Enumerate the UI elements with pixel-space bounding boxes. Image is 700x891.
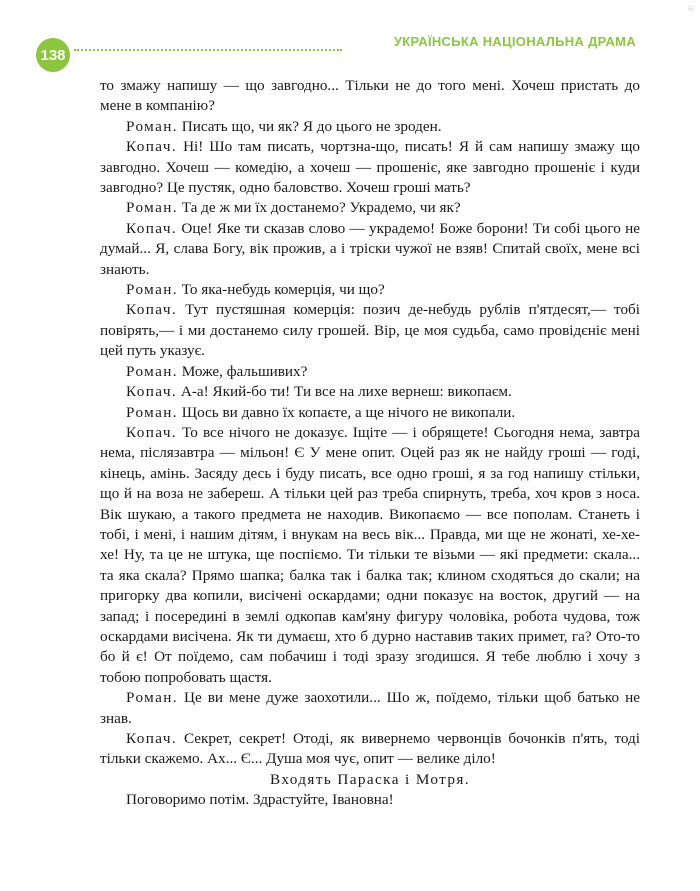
paragraph: Копач. Тут пустяшная комерція: позич де-небудь рублів п'ятдесят,— тобі повірять,— і ми достанемо силу грошей. Вір, це моя судьба, само провідєніє мені цей путь указує. (100, 301, 640, 360)
paragraph: Роман. Це ви мене дуже заохотили... Шо ж, поїдемо, тільки щоб батько не знав. (100, 689, 641, 727)
speaker: Копач. (126, 138, 178, 156)
paragraph: Роман. Та де ж ми їх достанемо? Украдемо, чи як? (126, 199, 461, 217)
stage-direction: Входять Параска і Мотря. (270, 770, 470, 788)
paragraph: Роман. Писать що, чи як? Я до цього не зроден. (126, 117, 442, 135)
paragraph: Копач. Ні! Шо там писать, чортзна-що, писать! Я й сам напишу змажу що завгодно. Хочеш — комедію, а хочеш — прошеніє, яке завгодно прошеніє і куди завгодно? Це пустяк, одно баловство. Хочеш гроші мать? (100, 138, 640, 197)
header-dotted-rule (74, 49, 342, 51)
speaker: Роман. (126, 362, 178, 380)
speaker: Копач. (126, 730, 178, 747)
speaker: Копач. (126, 301, 178, 319)
paragraph: Роман. Може, фальшивих? (126, 362, 308, 380)
speaker: Роман. (126, 403, 178, 421)
speaker: Роман. (126, 117, 178, 135)
speaker: Копач. (126, 423, 178, 441)
paragraph: Роман. То яка-небудь комерція, чи що? (126, 281, 385, 299)
corner-mark: ⓘ (687, 6, 694, 13)
body-text (100, 76, 640, 811)
page-number: 138 (36, 38, 70, 72)
speaker: Роман. (126, 689, 178, 707)
paragraph: Копач. Оце! Яке ти сказав слово — украдемо! Боже борони! Ти собі цього не думай... Я, слава Богу, вік прожив, а і тріски чужої не взяв! Спитай своїх, мене всі знають. (100, 219, 640, 278)
paragraph: Копач. Секрет, секрет! Отоді, як вивернемо червонців бочонків п'ять, тоді тільки скажемо. Ах... Є... Душа моя чує, опит — велике діло! (100, 730, 640, 768)
speaker: Копач. (126, 383, 178, 401)
paragraph: Копач. А-а! Який-бо ти! Ти все на лихе вернеш: викопаєм. (126, 383, 512, 401)
paragraph: Роман. Щось ви давно їх копаєте, а ще нічого не викопали. (126, 403, 516, 421)
speaker: Роман. (126, 281, 178, 299)
speaker: Копач. (126, 219, 178, 237)
speaker: Роман. (126, 199, 178, 217)
paragraph: то змажу напишу — що завгодно... Тільки не до того мені. Хочеш пристать до мене в компанію? (100, 77, 640, 115)
running-head: УКРАЇНСЬКА НАЦІОНАЛЬНА ДРАМА (393, 34, 636, 49)
paragraph: Копач. То все нічого не доказує. Іщіте — і обрящете! Сьогодня нема, завтра нема, післязавтра — мільон! Є У мене опит. Оцей раз як не найду гроші — годі, кінець, амінь. Засяду десь і буду писать, все одно гроші, я за год напишу стільки, що й на воза не забереш. А тільки цей раз треба спирнуть, треба, хоч кров з носа. Вік шукаю, а такого предмета не находив. Викопаємо — все пополам. Станеть і тобі, і мені, і нашим дітям, і внукам на весь вік... Правда, ми ще не жонаті, хе-хе-хе! Ну, та це не штука, ще поспіємо. Ти тільки те візьми — які предмети: скала... та яка скала? Прямо шапка; балка так і балка так; клином сходяться до скали; на пригорку два копили, висічені оскардами; одни показує на восток, другий — на запад; і посередині в землі одкопав кам'яну фигуру чоловіка, робота чудова, тож оскардами висічена. Як ти думаєш, хто б дурно наставив таких примет, га? Ото-то бо й є! От поїдемо, сам побачиш і тоді зразу згодишся. Я тебе люблю і хочу з тобою попробовать щастя. (100, 423, 640, 686)
paragraph: Поговоримо потім. Здрастуйте, Івановна! (126, 791, 394, 809)
